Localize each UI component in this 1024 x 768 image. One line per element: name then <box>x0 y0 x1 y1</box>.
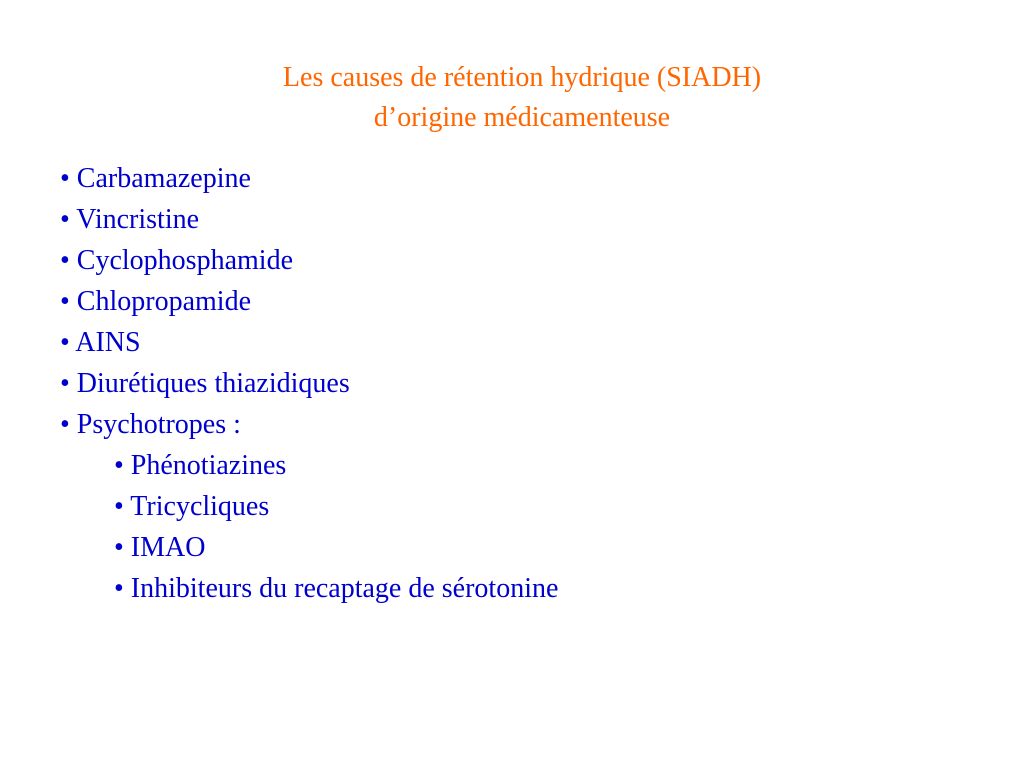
title-line-2: d’origine médicamenteuse <box>373 102 671 133</box>
bullet-item-carbamazepine: • Carbamazepine <box>60 163 251 194</box>
bullet-item-chlopropamide: • Chlopropamide <box>60 286 251 317</box>
bullet-item-vincristine: • Vincristine <box>60 204 200 235</box>
bullet-item-cyclophosphamide: • Cyclophosphamide <box>60 245 293 276</box>
bullet-list <box>60 158 558 609</box>
bullet-item-ains: • AINS <box>60 327 141 358</box>
sub-bullet-item-inhibiteurs: • Inhibiteurs du recaptage de sérotonine <box>114 573 559 604</box>
bullet-item-psychotropes: • Psychotropes : <box>60 409 241 440</box>
bullet-item-diuretiques: • Diurétiques thiazidiques <box>60 368 350 399</box>
sub-bullet-item-phenotiazines: • Phénotiazines <box>114 450 287 481</box>
sub-bullet-item-imao: • IMAO <box>114 532 206 563</box>
title-line-1: Les causes de rétention hydrique (SIADH) <box>282 62 762 93</box>
sub-bullet-item-tricycliques: • Tricycliques <box>114 491 270 522</box>
slide-title <box>0 58 1024 138</box>
